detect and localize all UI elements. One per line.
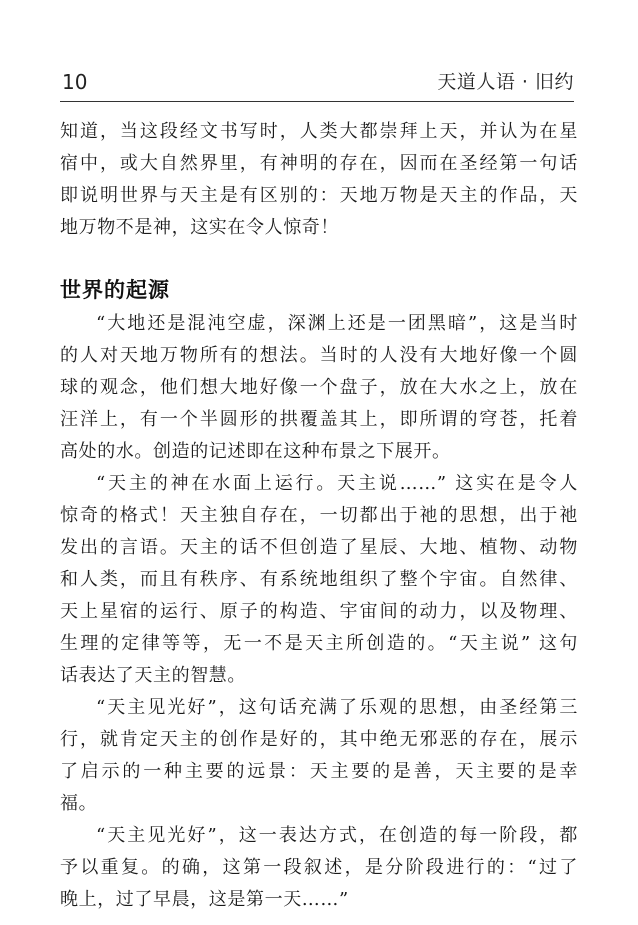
section-heading: 世界的起源 (60, 278, 170, 302)
page-header (62, 64, 574, 100)
text-line: 汪洋上，有一个半圆形的拱覆盖其上，即所谓的穹苍，托着 (60, 409, 578, 430)
text-line: 知道，当这段经文书写时，人类大都崇拜上天，并认为在星 (60, 121, 578, 142)
text-line: 行，就肯定天主的创作是好的，其中绝无邪恶的存在，展示 (60, 729, 578, 750)
text-line: 的人对天地万物所有的想法。当时的人没有大地好像一个圆 (60, 345, 578, 366)
text-line: 生理的定律等等，无一不是天主所创造的。“天主说” 这句 (60, 633, 578, 654)
text-line: 福。 (60, 793, 98, 814)
paragraph-2 (60, 468, 578, 692)
paragraph-4 (60, 820, 578, 916)
text-line: 了启示的一种主要的远景：天主要的是善，天主要的是幸 (60, 761, 578, 782)
text-line: 即说明世界与天主是有区别的：天地万物是天主的作品，天 (60, 185, 578, 206)
text-line: 宿中，或大自然界里，有神明的存在，因而在圣经第一句话 (60, 153, 578, 174)
text-line: “天主见光好”，这一表达方式，在创造的每一阶段，都 (96, 825, 578, 846)
text-line: 高处的水。创造的记述即在这种布景之下展开。 (60, 441, 451, 462)
text-line: 话表达了天主的智慧。 (60, 665, 246, 686)
body-text (60, 116, 578, 916)
text-line: 天上星宿的运行、原子的构造、宇宙间的动力，以及物理、 (60, 601, 578, 622)
text-line: 惊奇的格式！天主独自存在，一切都出于祂的思想，出于祂 (60, 505, 578, 526)
text-line: 和人类，而且有秩序、有系统地组织了整个宇宙。自然律、 (60, 569, 578, 590)
text-line: 球的观念，他们想大地好像一个盘子，放在大水之上，放在 (60, 377, 578, 398)
text-line: 晚上，过了早晨，这是第一天……” (60, 889, 349, 910)
text-line: “大地还是混沌空虚，深渊上还是一团黑暗”，这是当时 (96, 313, 578, 334)
paragraph-3 (60, 692, 578, 820)
text-line: 发出的言语。天主的话不但创造了星辰、大地、植物、动物 (60, 537, 578, 558)
text-line: “天主见光好”，这句话充满了乐观的思想，由圣经第三 (96, 697, 578, 718)
running-title: 天道人语 · 旧约 (437, 71, 574, 93)
intro-paragraph (60, 116, 578, 244)
page-number: 10 (62, 70, 88, 94)
text-line: 地万物不是神，这实在令人惊奇！ (60, 217, 339, 238)
paragraph-1 (60, 308, 578, 468)
text-line: “天主的神在水面上运行。天主说……” 这实在是令人 (96, 473, 578, 494)
header-rule (60, 101, 574, 102)
text-line: 予以重复。的确，这第一段叙述，是分阶段进行的：“过了 (60, 857, 578, 878)
